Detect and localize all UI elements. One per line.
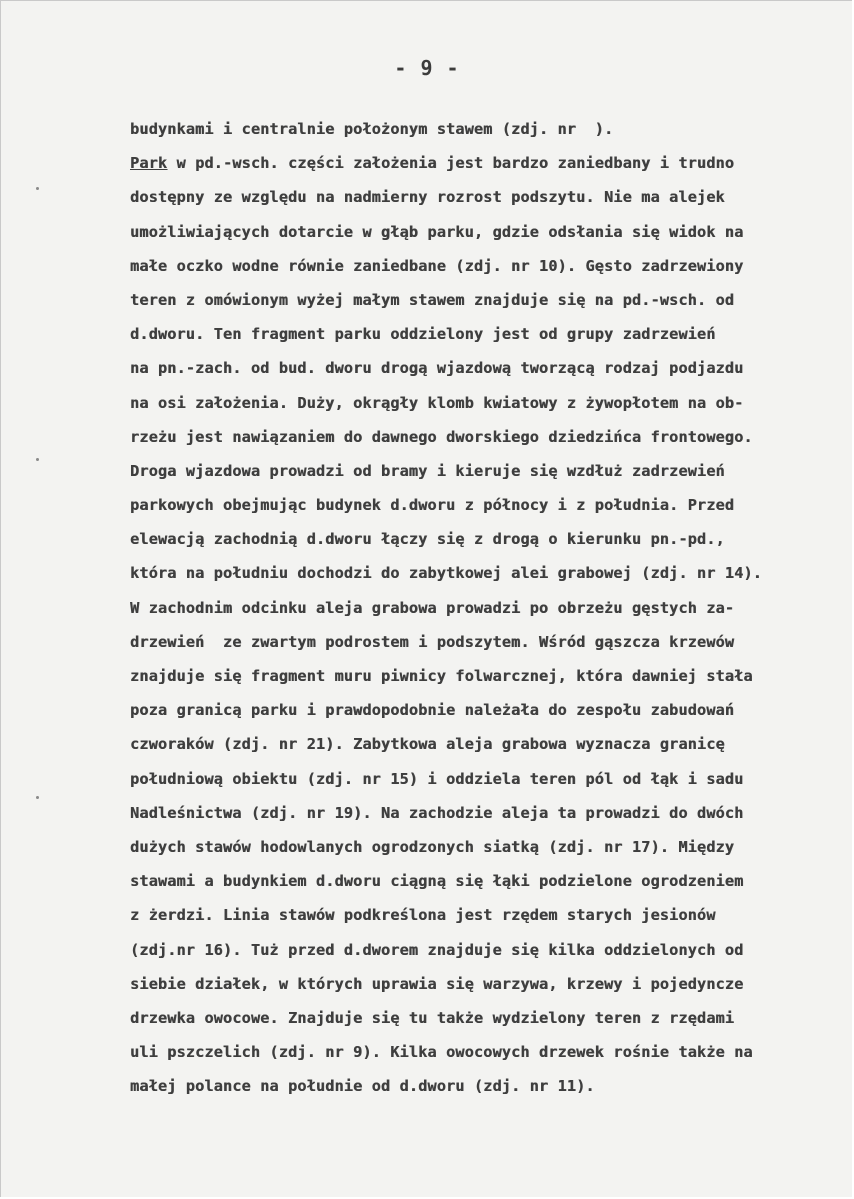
text-line: d.dworu. Ten fragment parku oddzielony jest od grupy zadrzewień [130, 325, 716, 344]
margin-mark [36, 796, 39, 799]
text-line: umożliwiających dotarcie w głąb parku, gdzie odsłania się widok na [130, 222, 744, 241]
text-line [130, 146, 820, 180]
text-line: małe oczko wodne równie zaniedbane (zdj. nr 10). Gęsto zadrzewiony [130, 256, 744, 275]
text-line: na osi założenia. Duży, okrągły klomb kwiatowy z żywopłotem na ob- [130, 393, 744, 412]
text-line: stawami a budynkiem d.dworu ciągną się łąki podzielone ogrodzeniem [130, 872, 744, 891]
text-line: Nadleśnictwa (zdj. nr 19). Na zachodzie aleja ta prowadzi do dwóch [130, 803, 744, 822]
text-line: dużych stawów hodowlanych ogrodzonych siatką (zdj. nr 17). Między [130, 837, 735, 856]
text-line: (zdj.nr 16). Tuż przed d.dworem znajduje się kilka oddzielonych od [130, 940, 744, 959]
text-line: z żerdzi. Linia stawów podkreślona jest rzędem starych jesionów [130, 906, 716, 925]
text-line: teren z omówionym wyżej małym stawem znajduje się na pd.-wsch. od [130, 290, 735, 309]
text-line: drzewka owocowe. Znajduje się tu także wydzielony teren z rzędami [130, 1008, 735, 1027]
text-line: która na południu dochodzi do zabytkowej alei grabowej (zdj. nr 14). [130, 564, 762, 583]
page-number: - 9 - [394, 56, 460, 80]
body-text [130, 112, 820, 1103]
text-line: rzeżu jest nawiązaniem do dawnego dworskiego dziedzińca frontowego. [130, 427, 753, 446]
text-line: Droga wjazdowa prowadzi od bramy i kieruje się wzdłuż zadrzewień [130, 461, 725, 480]
text-line: dostępny ze względu na nadmierny rozrost podszytu. Nie ma alejek [130, 188, 725, 207]
text-line-rest: w pd.-wsch. części założenia jest bardzo zaniedbany i trudno [176, 154, 735, 173]
text-line: czworaków (zdj. nr 21). Zabytkowa aleja grabowa wyznacza granicę [130, 735, 725, 754]
text-line: małej polance na południe od d.dworu (zdj. nr 11). [130, 1077, 595, 1096]
text-line: południową obiektu (zdj. nr 15) i oddziela teren pól od łąk i sadu [130, 769, 744, 788]
text-line: elewacją zachodnią d.dworu łączy się z drogą o kierunku pn.-pd., [130, 530, 725, 549]
text-line: parkowych obejmując budynek d.dworu z północy i z południa. Przed [130, 496, 735, 515]
margin-mark [36, 187, 39, 190]
text-line: W zachodnim odcinku aleja grabowa prowadzi po obrzeżu gęstych za- [130, 598, 735, 617]
text-line: poza granicą parku i prawdopodobnie należała do zespołu zabudowań [130, 701, 735, 720]
text-line: budynkami i centralnie położonym stawem (zdj. nr ). [130, 120, 614, 138]
underlined-word: Park [130, 154, 168, 173]
text-line: drzewień ze zwartym podrostem i podszytem. Wśród gąszcza krzewów [130, 632, 735, 651]
text-line: siebie działek, w których uprawia się warzywa, krzewy i pojedyncze [130, 974, 744, 993]
margin-mark [36, 458, 39, 461]
text-line: znajduje się fragment muru piwnicy folwarcznej, która dawniej stała [130, 667, 753, 685]
text-line: na pn.-zach. od bud. dworu drogą wjazdową tworzącą rodzaj podjazdu [130, 359, 744, 378]
text-line: uli pszczelich (zdj. nr 9). Kilka owocowych drzewek rośnie także na [130, 1043, 753, 1062]
